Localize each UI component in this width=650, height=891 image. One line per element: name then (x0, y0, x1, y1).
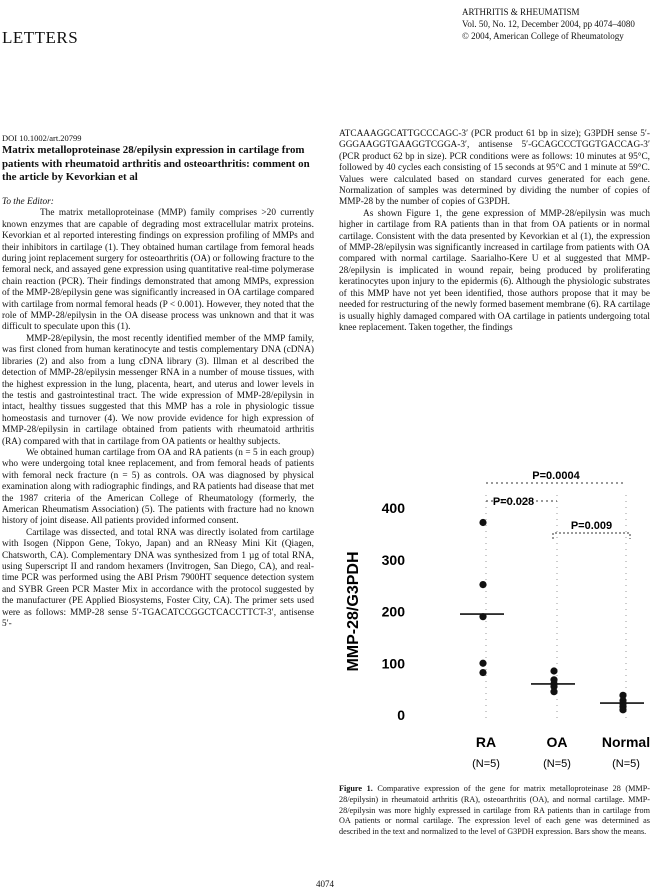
y-axis-label: MMP-28/G3PDH (345, 551, 362, 672)
p-value-label: P=0.009 (570, 520, 613, 532)
y-tick-label: 200 (381, 603, 405, 620)
article-doi: DOI 10.1002/art.20799 (2, 133, 82, 143)
page-number: 4074 (316, 879, 334, 889)
p-value-label: P=0.0004 (532, 470, 580, 482)
data-point (550, 667, 557, 674)
data-point (479, 669, 486, 676)
category-sublabel: (N=5) (472, 758, 500, 770)
p-value-label: P=0.028 (492, 496, 535, 508)
journal-volume: Vol. 50, No. 12, December 2004, pp 4074–4080 (462, 19, 635, 29)
paragraph: We obtained human cartilage from OA and RA patients (n = 5 in each group) who were undergoing total knee replacement, and from femoral heads of patients with femoral neck fracture (n = 5) as controls. OA was diagnosed by physical examination along with radiographic findings, and RA patients had disease that met the 1987 criteria of the American College of Rheumatology (formerly, the American Rheumatism Association) (5). The patients with fracture had no known history of joint disease. All patients provided informed consent. (2, 447, 314, 527)
category-label: Normal (601, 734, 650, 750)
paragraph: The matrix metalloproteinase (MMP) family comprises >20 currently known enzymes that are capable of degrading most extracellular matrix proteins. Kevorkian et al reported interesting findings on expression profiling of MMPs and their inhibitors in cartilage (1). They obtained human cartilage from femoral heads during joint replacement surgery for osteoarthritis (OA) or following fracture to the femoral neck, and assayed gene expression using quantitative real-time polymerase chain reaction (PCR). Their findings demonstrated that among MMPs, expression of the MMP-28/epilysin gene was significantly increased in OA cartilage compared with cartilage from normal femoral heads (P < 0.001). However, they noted that the role of MMP-28/epilysin in the OA disease process was unknown and that it was difficult to speculate upon this (1). (2, 208, 314, 333)
left-column (2, 197, 314, 630)
data-point (479, 660, 486, 667)
figure-caption (339, 784, 650, 838)
data-point (479, 581, 486, 588)
category-sublabel: (N=5) (543, 758, 571, 770)
paragraph: MMP-28/epilysin, the most recently identified member of the MMP family, was first cloned from human keratinocyte and testis complementary DNA (cDNA) libraries (2) and also from a lung cDNA library (3). Illman et al described the detection of MMP-28/epilysin messenger RNA in a number of mouse tissues, with the highest expression in the lung, placenta, heart, and uterus and lower levels in the testis and gastrointestinal tract. The wide expression of MMP-28/epilysin in intact, healthy tissues suggested that this MMP has a role in physiologic tissue homeostasis and turnover (4). We now provide evidence for high expression of MMP-28/epilysin in cartilage obtained from patients with rheumatoid arthritis (RA) compared with that in cartilage from OA patients or healthy subjects. (2, 333, 314, 447)
y-tick-label: 300 (381, 551, 405, 568)
y-tick-label: 0 (397, 707, 405, 723)
caption-label: Figure 1. (339, 784, 373, 793)
significance-bracket (553, 533, 630, 539)
paragraph: Cartilage was dissected, and total RNA was directly isolated from cartilage with Isogen (Nippon Gene, Tokyo, Japan) and an RNeasy Mini Kit (Qiagen, Chatsworth, CA). Complementary DNA was synthesized from 1 µg of total RNA, using Superscript II and random hexamers (Invitrogen, San Diego, CA), and real-time PCR was performed using the ABI Prism 7900HT sequence detection system and SYBR Green PCR Master Mix in accordance with the protocol suggested by the manufacturer (PE Applied Biosystems, Foster City, CA). The primer sets used were as follows: MMP-28 sense 5′-TGACATCCGGCTCACCTTCT-3′, antisense 5′- (2, 527, 314, 630)
y-tick-label: 400 (381, 500, 405, 516)
y-tick-label: 100 (381, 655, 405, 672)
data-point (619, 706, 626, 713)
category-label: OA (546, 734, 568, 750)
journal-name: ARTHRITIS & RHEUMATISM (462, 7, 580, 17)
caption-text: Comparative expression of the gene for matrix metalloproteinase 28 (MMP-28/epilysin) in rheumatoid arthritis (RA), osteoarthritis (OA), and normal cartilage. MMP-28/epilysin was more highly expressed in cartilage from RA patients than in cartilage from OA patients or normal cartilage. The expression level of each gene was determined as described in the text and normalized to the level of G3PDH expression. Bars show the means. (339, 784, 650, 837)
figure-chart (339, 455, 650, 785)
journal-copyright: © 2004, American College of Rheumatology (462, 31, 624, 41)
paragraph: ATCAAAGGCATTGCCCAGC-3′ (PCR product 61 bp in size); G3PDH sense 5′-GGGAAGGTGAAGGTCGGA-3′, antisense 5′-GCAGCCCTGGTGACCAG-3′ (PCR product 62 bp in size). PCR conditions were as follows: 10 minutes at 95°C, followed by 40 cycles each consisting of 15 seconds at 95°C and 1 minute at 59°C. Values were calculated based on standard curves generated for each gene. Normalization of samples was determined by dividing the number of copies of MMP-28 by the number of copies of G3PDH. (339, 129, 650, 208)
category-label: RA (475, 734, 497, 750)
right-column (339, 129, 650, 334)
journal-header (462, 6, 635, 42)
paragraph: As shown Figure 1, the gene expression of MMP-28/epilysin was much higher in cartilage from RA patients than in that from OA patients or in normal cartilage. Consistent with the data presented by Kevorkian et al (1), the expression of MMP-28/epilysin was significantly increased in cartilage from patients with OA compared with normal cartilage. Saarialho-Kere U et al suggested that MMP-28/epilysin is implicated in wound repair, being produced by proliferating keratinocytes upon injury to the epidermis (6). Although the physiologic substrates of this MMP have not yet been identified, those authors propose that it may be needed for restructuring of the newly formed basement membrane (6). RA cartilage is usually highly damaged compared with OA cartilage in patients undergoing total knee replacement. Taken together, the findings (339, 208, 650, 333)
section-heading: LETTERS (2, 28, 79, 47)
data-point (550, 688, 557, 695)
article-title: Matrix metalloproteinase 28/epilysin expression in cartilage from patients with rheumatoid arthritis and osteoarthritis: comment on the article by Kevorkian et al (2, 144, 310, 184)
category-sublabel: (N=5) (612, 758, 640, 770)
figure-1 (339, 455, 650, 785)
data-point (479, 519, 486, 526)
salutation: To the Editor: (2, 197, 54, 207)
